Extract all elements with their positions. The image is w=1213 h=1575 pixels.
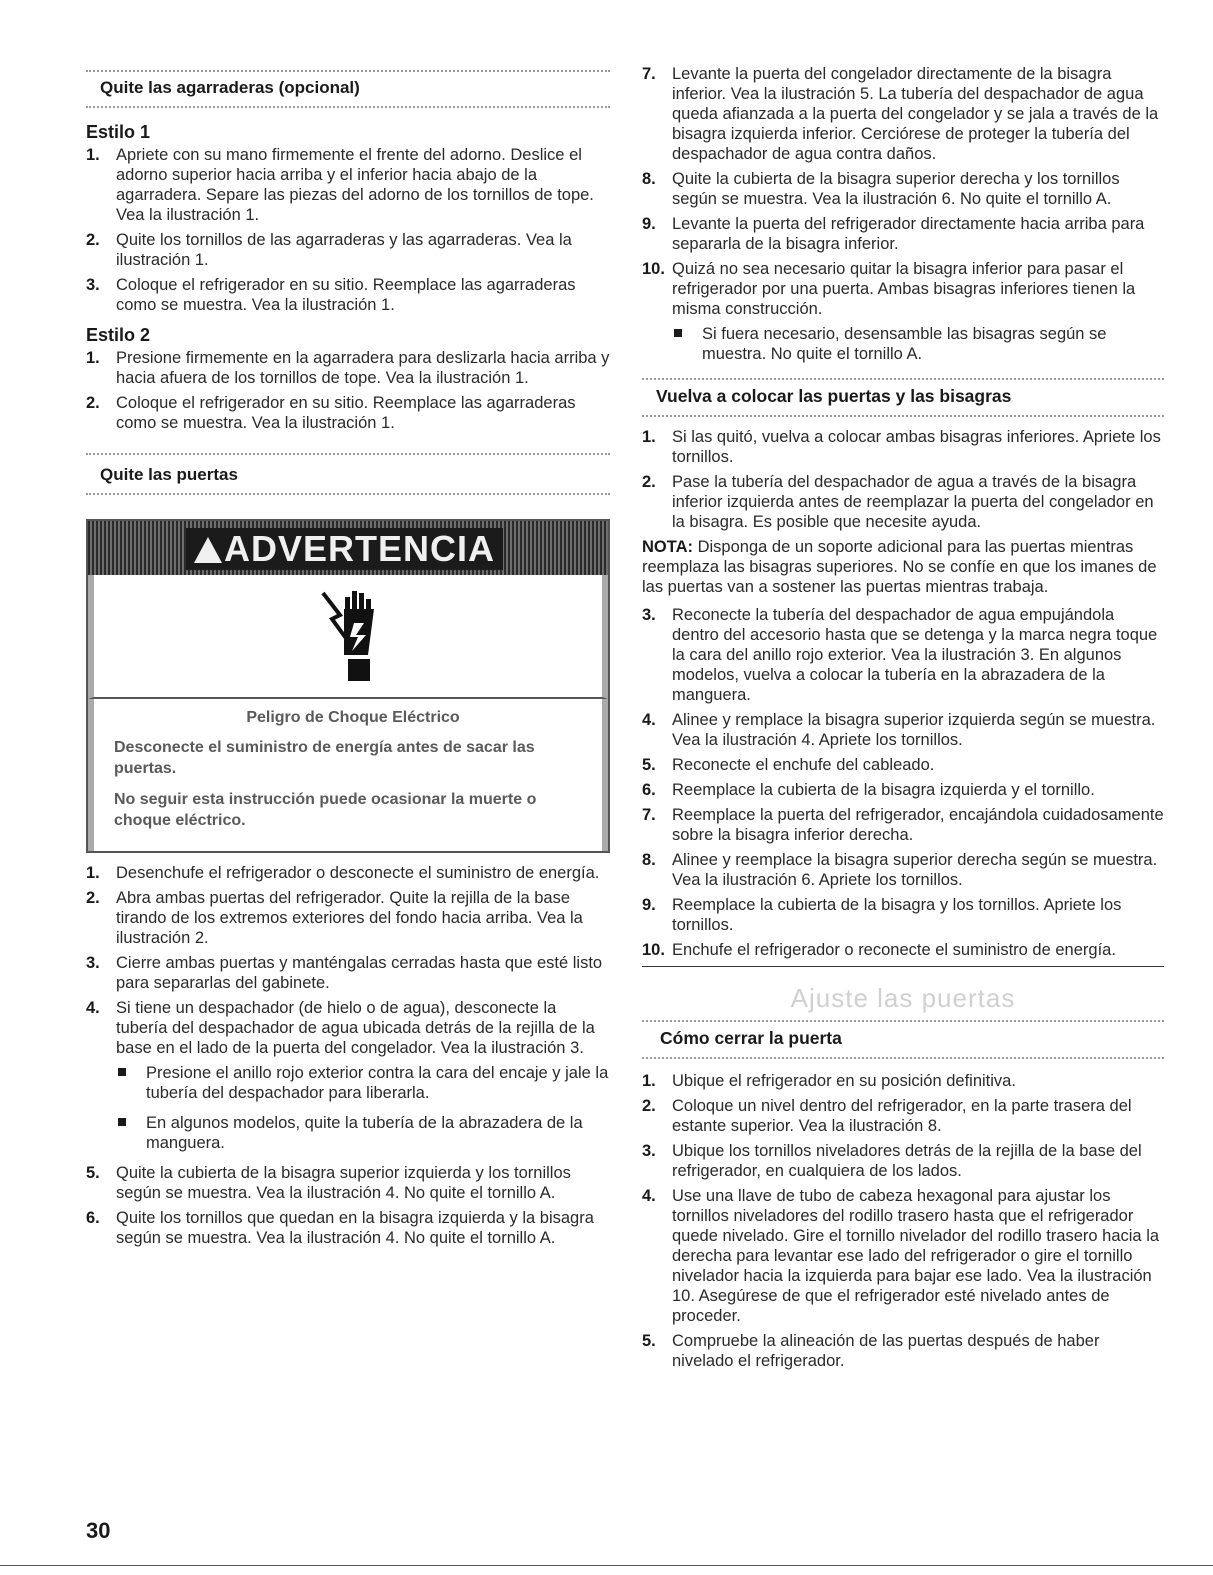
- step-number: 3.: [86, 954, 100, 972]
- replace-steps-b: [642, 605, 1164, 960]
- step-text: Enchufe el refrigerador o reconecte el suministro de energía.: [672, 941, 1116, 959]
- section-divider: [86, 493, 610, 495]
- step-number: 4.: [642, 711, 656, 729]
- list-item: [86, 275, 610, 315]
- warning-box: [86, 519, 610, 853]
- step-text: Reemplace la cubierta de la bisagra izquierda y el tornillo.: [672, 781, 1095, 799]
- step-text: Si tiene un despachador (de hielo o de agua), desconecte la tubería del despachador de agua ubicada detrás de la rejilla de la base en el lado de la puerta del congelador. Vea la ilustración 3.: [116, 999, 595, 1057]
- list-item: [86, 145, 610, 225]
- list-item: [86, 1163, 610, 1203]
- replace-steps-a: [642, 427, 1164, 532]
- list-item: [642, 214, 1164, 254]
- list-item: [642, 780, 1164, 800]
- door-steps-b: [86, 1163, 610, 1248]
- section-divider: [86, 106, 610, 108]
- page-bottom-rule: [0, 1565, 1213, 1566]
- step-text: Pase la tubería del despachador de agua a través de la bisagra inferior izquierda antes de reemplazar la puerta del congelador en la bisagra. Es posible que necesite ayuda.: [672, 473, 1154, 531]
- step-number: 2.: [86, 231, 100, 249]
- style2-steps: [86, 348, 610, 433]
- bullet-square-icon: [674, 329, 682, 337]
- step-number: 4.: [86, 999, 100, 1017]
- step-number: 2.: [642, 1097, 656, 1115]
- list-item: [86, 998, 610, 1058]
- step-number: 7.: [642, 806, 656, 824]
- page-number: 30: [86, 1518, 111, 1543]
- list-item: [642, 1071, 1164, 1091]
- step-text: Desenchufe el refrigerador o desconecte el suministro de energía.: [116, 864, 600, 882]
- bullet-square-icon: [118, 1118, 126, 1126]
- section-divider: [86, 453, 610, 455]
- step-text: Levante la puerta del refrigerador directamente hacia arriba para separarla de la bisagra inferior.: [672, 215, 1145, 253]
- step-text: Coloque un nivel dentro del refrigerador, en la parte trasera del estante superior. Vea la ilustración 8.: [672, 1097, 1132, 1135]
- step-text: Ubique los tornillos niveladores detrás de la rejilla de la base del refrigerador, en cualquiera de los lados.: [672, 1142, 1142, 1180]
- list-item: [642, 805, 1164, 845]
- step-number: 10.: [642, 260, 665, 278]
- warning-body: [88, 699, 608, 851]
- step-number: 2.: [642, 473, 656, 491]
- step-number: 2.: [86, 889, 100, 907]
- list-item: [86, 953, 610, 993]
- note: NOTA: Disponga de un soporte adicional para las puertas mientras reemplaza las bisagras superiores. No se confíe en que los imanes de las puertas van a sostener las puertas mientras trabaja.: [642, 538, 1157, 596]
- step-number: 10.: [642, 941, 665, 959]
- list-item: [642, 755, 1164, 775]
- section-title-remove-doors: Quite las puertas: [100, 465, 238, 484]
- list-item: [642, 1331, 1164, 1371]
- style1-heading: Estilo 1: [86, 122, 151, 142]
- list-item: [86, 863, 610, 883]
- step-number: 6.: [642, 781, 656, 799]
- warning-line-1: Desconecte el suministro de energía antes de sacar las puertas.: [114, 739, 535, 777]
- ghost-section-title: Ajuste las puertas: [790, 983, 1016, 1013]
- list-item: [86, 888, 610, 948]
- list-item: [642, 64, 1164, 164]
- list-item: [86, 1208, 610, 1248]
- list-item: [642, 427, 1164, 467]
- section-title-close-door: Cómo cerrar la puerta: [660, 1028, 842, 1048]
- step-text: Reconecte la tubería del despachador de agua empujándola dentro del accesorio hasta que se detenga y la marca negra toque la cara del anillo rojo exterior. Vea la ilustración 3. En algunos modelos, vuelva a colocar la tubería en la abrazadera de la manguera.: [672, 606, 1158, 704]
- list-item: En algunos modelos, quite la tubería de la abrazadera de la manguera.: [86, 1113, 610, 1153]
- list-item: Si fuera necesario, desensamble las bisagras según se muestra. No quite el tornillo A.: [642, 324, 1164, 364]
- step-number: 3.: [642, 1142, 656, 1160]
- list-item: Presione el anillo rojo exterior contra la cara del encaje y jale la tubería del despachador para liberarla.: [86, 1063, 610, 1103]
- step-text: Quite la cubierta de la bisagra superior derecha y los tornillos según se muestra. Vea la ilustración 6. No quite el tornillo A.: [672, 170, 1120, 208]
- style1-steps: [86, 145, 610, 315]
- right-column: [642, 64, 1164, 1376]
- left-column: [86, 70, 610, 1253]
- step-number: 3.: [642, 606, 656, 624]
- step-text: Quite la cubierta de la bisagra superior izquierda y los tornillos según se muestra. Vea la ilustración 4. No quite el tornillo A.: [116, 1164, 571, 1202]
- step-number: 5.: [86, 1164, 100, 1182]
- step-number: 6.: [86, 1209, 100, 1227]
- section-divider: [642, 1057, 1164, 1059]
- door-bullet-c: [642, 324, 1164, 364]
- list-item: [642, 850, 1164, 890]
- door-bullets: [86, 1063, 610, 1153]
- warning-label: ADVERTENCIA: [186, 528, 503, 570]
- list-item: [642, 940, 1164, 960]
- step-text: Reemplace la cubierta de la bisagra y los tornillos. Apriete los tornillos.: [672, 896, 1122, 934]
- step-number: 9.: [642, 215, 656, 233]
- bullet-square-icon: [118, 1068, 126, 1076]
- step-text: Abra ambas puertas del refrigerador. Quite la rejilla de la base tirando de los extremos exteriores del fondo hacia arriba. Vea la ilustración 2.: [116, 889, 583, 947]
- door-steps-c: [642, 64, 1164, 319]
- step-text: Use una llave de tubo de cabeza hexagonal para ajustar los tornillos niveladores del rodillo trasero hasta que el refrigerador quede nivelado. Gire el tornillo nivelador del rodillo trasero hacia la derecha para levantar ese lado del refrigerador o gire el tornillo nivelador hacia la izquierda para bajar ese lado. Vea la ilustración 10. Asegúrese de que el refrigerador esté nivelado antes de proceder.: [672, 1187, 1160, 1325]
- list-item: [642, 895, 1164, 935]
- list-item: [642, 259, 1164, 319]
- list-item: [642, 169, 1164, 209]
- list-item: [642, 472, 1164, 532]
- step-number: 8.: [642, 170, 656, 188]
- step-number: 1.: [86, 146, 100, 164]
- step-number: 5.: [642, 756, 656, 774]
- step-number: 4.: [642, 1187, 656, 1205]
- section-divider: [86, 70, 610, 72]
- step-number: 9.: [642, 896, 656, 914]
- section-title-replace-doors: Vuelva a colocar las puertas y las bisagras: [656, 386, 1012, 406]
- list-item: [642, 1096, 1164, 1136]
- step-number: 5.: [642, 1332, 656, 1350]
- step-text: Quite los tornillos de las agarraderas y las agarraderas. Vea la ilustración 1.: [116, 231, 572, 269]
- list-item: [642, 605, 1164, 705]
- step-text: Ubique el refrigerador en su posición definitiva.: [672, 1072, 1016, 1090]
- step-number: 2.: [86, 394, 100, 412]
- section-divider: [642, 415, 1164, 417]
- step-number: 3.: [86, 276, 100, 294]
- style2-heading: Estilo 2: [86, 325, 151, 345]
- step-text: Quite los tornillos que quedan en la bisagra izquierda y la bisagra según se muestra. Vea la ilustración 4. No quite el tornillo A.: [116, 1209, 594, 1247]
- list-item: [642, 1141, 1164, 1181]
- section-divider: [642, 1020, 1164, 1022]
- step-text: Reemplace la puerta del refrigerador, encajándola cuidadosamente sobre la bisagra inferior derecha.: [672, 806, 1164, 844]
- step-number: 1.: [86, 864, 100, 882]
- warning-line-2: No seguir esta instrucción puede ocasionar la muerte o choque eléctrico.: [114, 791, 537, 829]
- warning-banner: [88, 521, 608, 575]
- step-number: 1.: [642, 1072, 656, 1090]
- step-number: 1.: [86, 349, 100, 367]
- section-divider: [642, 378, 1164, 380]
- step-text: Alinee y remplace la bisagra superior izquierda según se muestra. Vea la ilustración 4. Apriete los tornillos.: [672, 711, 1156, 749]
- step-text: Alinee y reemplace la bisagra superior derecha según se muestra. Vea la ilustración 6. Apriete los tornillos.: [672, 851, 1158, 889]
- warning-title: Peligro de Choque Eléctrico: [246, 709, 460, 726]
- door-steps-a: [86, 863, 610, 1058]
- step-text: Apriete con su mano firmemente el frente del adorno. Deslice el adorno superior hacia arriba y el inferior hacia abajo de la agarradera. Separe las piezas del adorno de los tornillos de tope. Vea la ilustración 1.: [116, 146, 594, 224]
- warning-triangle-icon: [194, 537, 222, 563]
- step-text: Levante la puerta del congelador directamente de la bisagra inferior. Vea la ilustración 5. La tubería del despachador de agua queda afianzada a la puerta del congelador y se jala a través de la bisagra izquierda inferior. Cerciórese de proteger la tubería del despachador de agua contra daños.: [672, 65, 1159, 163]
- step-number: 1.: [642, 428, 656, 446]
- step-text: Quizá no sea necesario quitar la bisagra inferior para pasar el refrigerador por una puerta. Ambas bisagras inferiores tienen la misma construcción.: [672, 260, 1136, 318]
- step-text: Compruebe la alineación de las puertas después de haber nivelado el refrigerador.: [672, 1332, 1100, 1370]
- section-rule: [642, 966, 1164, 967]
- step-number: 7.: [642, 65, 656, 83]
- list-item: [86, 230, 610, 270]
- section-title-remove-handles: Quite las agarraderas (opcional): [100, 78, 360, 97]
- electric-shock-hand-icon: [318, 585, 388, 685]
- list-item: [642, 1186, 1164, 1326]
- step-text: Coloque el refrigerador en su sitio. Reemplace las agarraderas como se muestra. Vea la ilustración 1.: [116, 394, 576, 432]
- step-text: Si las quitó, vuelva a colocar ambas bisagras inferiores. Apriete los tornillos.: [672, 428, 1161, 466]
- list-item: [86, 393, 610, 433]
- close-steps: [642, 1071, 1164, 1371]
- step-text: Presione firmemente en la agarradera para deslizarla hacia arriba y hacia afuera de los tornillos de tope. Vea la ilustración 1.: [116, 349, 610, 387]
- step-text: Coloque el refrigerador en su sitio. Reemplace las agarraderas como se muestra. Vea la ilustración 1.: [116, 276, 576, 314]
- step-number: 8.: [642, 851, 656, 869]
- step-text: Cierre ambas puertas y manténgalas cerradas hasta que esté listo para separarlas del gabinete.: [116, 954, 603, 992]
- list-item: [642, 710, 1164, 750]
- list-item: [86, 348, 610, 388]
- warning-icon-area: [88, 575, 608, 699]
- step-text: Reconecte el enchufe del cableado.: [672, 756, 935, 774]
